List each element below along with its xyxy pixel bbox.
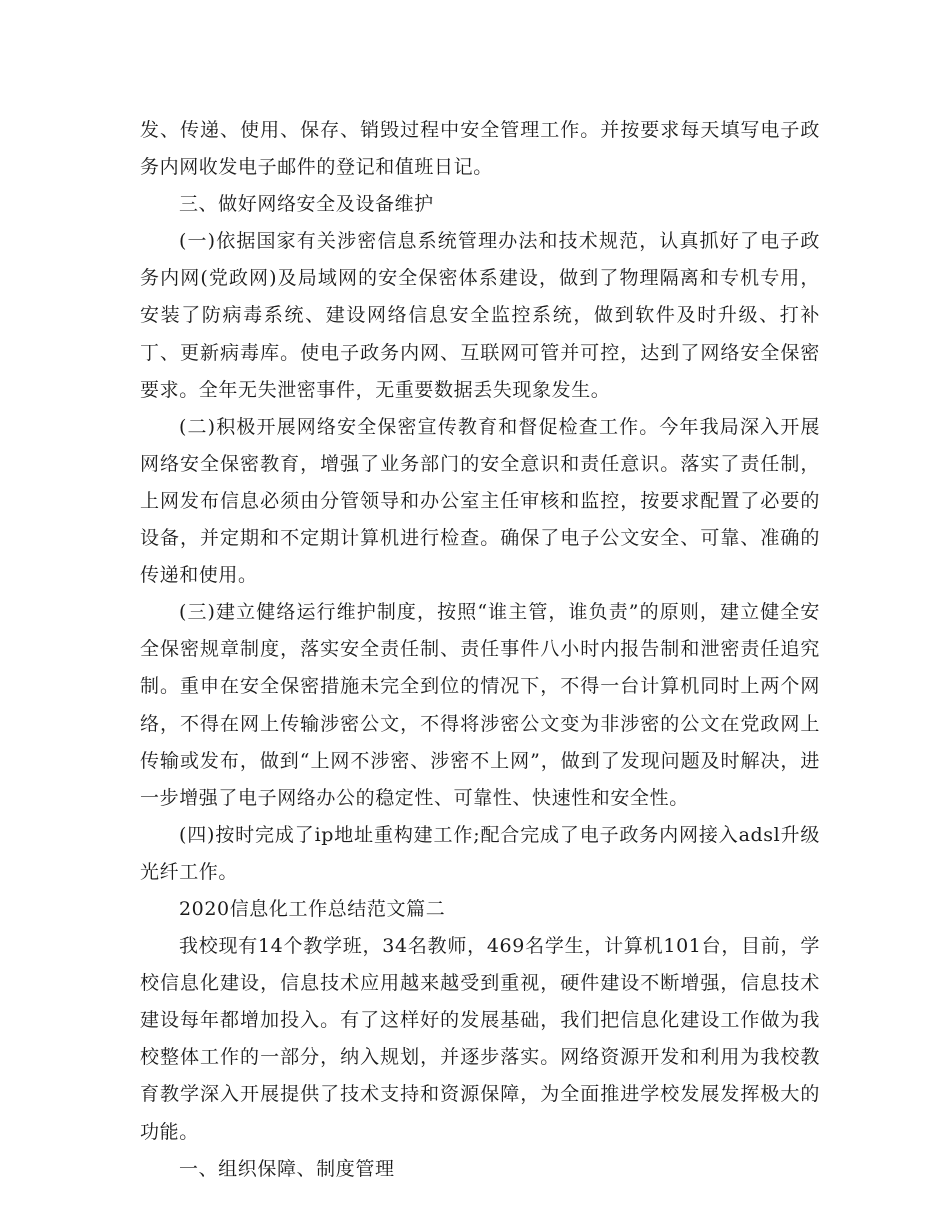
- section-heading-organization: 一、组织保障、制度管理: [178, 1157, 395, 1180]
- paragraph-item-4: (四)按时完成了ip地址重构建工作;配合完成了电子政务内网接入adsl升级光纤工作。: [140, 823, 820, 883]
- paragraph-item-3: (三)建立健络运行维护制度，按照“谁主管，谁负责”的原则，建立健全安全保密规章制度，落实安全责任制、责任事件八小时内报告制和泄密责任追究制。重申在安全保密措施未完全到位的情况下，不得一台计算机同时上两个网络，不得在网上传输涉密公文，不得将涉密公文变为非涉密的公文在党政网上传输或发布，做到“上网不涉密、涉密不上网”，做到了发现问题及时解决，进一步增强了电子网络办公的稳定性、可靠性、快速性和安全性。: [140, 601, 820, 809]
- paragraph-item-2: (二)积极开展网络安全保密宣传教育和督促检查工作。今年我局深入开展网络安全保密教育，增强了业务部门的安全意识和责任意识。落实了责任制，上网发布信息必须由分管领导和办公室主任审核和监控，按要求配置了必要的设备，并定期和不定期计算机进行检查。确保了电子公文安全、可靠、准确的传递和使用。: [140, 415, 820, 587]
- paragraph-1: 发、传递、使用、保存、销毁过程中安全管理工作。并按要求每天填写电子政务内网收发电子邮件的登记和值班日记。: [140, 119, 820, 179]
- article-title-part-two: 2020信息化工作总结范文篇二: [178, 897, 446, 920]
- paragraph-item-1: (一)依据国家有关涉密信息系统管理办法和技术规范，认真抓好了电子政务内网(党政网)及局域网的安全保密体系建设，做到了物理隔离和专机专用，安装了防病毒系统、建设网络信息安全监控系统，做到软件及时升级、打补丁、更新病毒库。使电子政务内网、互联网可管并可控，达到了网络安全保密要求。全年无失泄密事件，无重要数据丢失现象发生。: [140, 230, 820, 401]
- document-body: [140, 112, 820, 1188]
- section-heading-network-security: 三、做好网络安全及设备维护: [178, 193, 434, 216]
- paragraph-school-overview: 我校现有14个教学班，34名教师，469名学生，计算机101台，目前，学校信息化建设，信息技术应用越来越受到重视，硬件建设不断增强，信息技术建设每年都增加投入。有了这样好的发展基础，我们把信息化建设工作做为我校整体工作的一部分，纳入规划，并逐步落实。网络资源开发和利用为我校教育教学深入开展提供了技术支持和资源保障，为全面推进学校发展发挥极大的功能。: [140, 935, 820, 1143]
